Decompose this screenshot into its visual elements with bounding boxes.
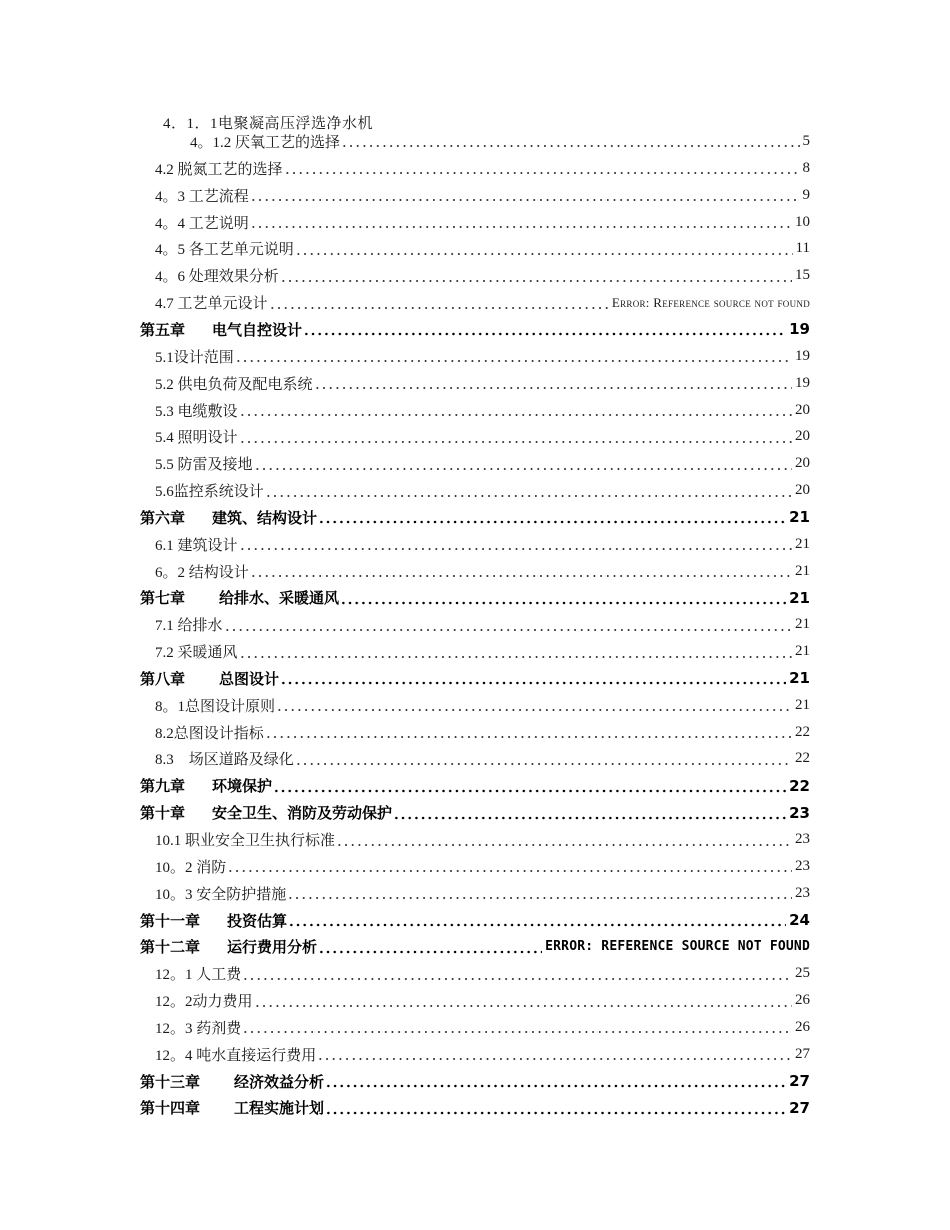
table-of-contents: [140, 155, 810, 1121]
toc-page-number: 26: [795, 1018, 810, 1035]
dot-leader: [318, 514, 786, 524]
toc-entry: [140, 236, 810, 263]
toc-entry: [140, 531, 810, 558]
toc-page-number: 10: [795, 213, 810, 230]
toc-page-number: 27: [789, 1072, 810, 1091]
toc-page-number: 21: [789, 669, 810, 688]
toc-chapter-label: [140, 910, 287, 931]
toc-chapter-entry: [140, 907, 810, 934]
toc-chapter-label: [140, 587, 339, 608]
dot-leader: [235, 353, 792, 363]
toc-page-number: 21: [795, 616, 810, 633]
toc-chapter-label: [140, 319, 302, 340]
dot-leader: [280, 675, 786, 685]
toc-chapter-entry: [140, 316, 810, 343]
toc-chapter-entry: [140, 799, 810, 826]
chapter-title: 建筑、结构设计: [212, 508, 318, 527]
toc-page-number: 23: [795, 884, 810, 901]
toc-page-number: 9: [802, 186, 810, 203]
toc-entry-label: 4.2 脱氮工艺的选择: [155, 161, 283, 178]
dot-leader: [303, 326, 786, 336]
toc-chapter-entry: [140, 1095, 810, 1122]
chapter-title: 电气自控设计: [212, 320, 303, 339]
toc-page-number: 8: [802, 159, 810, 176]
toc-entry: [140, 155, 810, 182]
toc-page-number: 27: [789, 1098, 810, 1117]
toc-page-number: 22: [795, 750, 810, 767]
dot-leader: [265, 488, 792, 498]
toc-page-number: 23: [795, 831, 810, 848]
toc-entry-label: 5.4 照明设计: [155, 430, 238, 447]
toc-entry: [140, 558, 810, 585]
chapter-title: 总图设计: [219, 669, 280, 688]
toc-chapter-entry: [140, 504, 810, 531]
dot-leader: [295, 756, 792, 766]
toc-entry: [140, 450, 810, 477]
toc-page-number: 25: [795, 965, 810, 982]
toc-entry-label: 7.2 采暖通风: [155, 645, 238, 662]
toc-page-number: 21: [795, 562, 810, 579]
chapter-number: 第十四章: [140, 1099, 201, 1118]
dot-leader: [269, 300, 609, 310]
dot-leader: [250, 192, 800, 202]
chapter-number: 第十三章: [140, 1072, 201, 1091]
toc-page-number: 23: [789, 803, 810, 822]
toc-page-number: 27: [795, 1045, 810, 1062]
toc-chapter-label: [140, 1071, 324, 1092]
toc-entry-label: 5.6监控系统设计: [155, 484, 264, 501]
toc-entry: [140, 397, 810, 424]
dot-leader: [287, 890, 792, 900]
chapter-number: 第十一章: [140, 911, 201, 930]
dot-leader: [242, 1024, 792, 1034]
toc-entry: [140, 209, 810, 236]
toc-entry: [140, 960, 810, 987]
dot-leader: [239, 434, 792, 444]
toc-page-number: 22: [789, 776, 810, 795]
toc-entry-label: 8.2总图设计指标: [155, 725, 264, 742]
toc-page-number: 15: [795, 267, 810, 284]
toc-page-number: 23: [795, 857, 810, 874]
toc-entry-label: 10。3 安全防护措施: [155, 886, 287, 903]
toc-entry: [140, 826, 810, 853]
toc-chapter-label: [140, 668, 279, 689]
dot-leader: [227, 863, 792, 873]
toc-page-number: 19: [795, 347, 810, 364]
dot-leader: [325, 1105, 786, 1115]
toc-entry: [140, 343, 810, 370]
dot-leader: [336, 837, 792, 847]
toc-entry-label: 7.1 给排水: [155, 618, 223, 635]
toc-page-number: 21: [789, 588, 810, 607]
toc-entry: [140, 987, 810, 1014]
dot-leader: [265, 729, 792, 739]
toc-page-number: 5: [802, 132, 810, 149]
toc-page-number: 11: [795, 240, 810, 257]
toc-page-number: 20: [795, 428, 810, 445]
dot-leader: [242, 971, 792, 981]
toc-entry-label: 4。6 处理效果分析: [155, 269, 279, 286]
toc-entry-label: 4。4 工艺说明: [155, 215, 249, 232]
toc-chapter-entry: [140, 933, 810, 960]
toc-entry: [140, 611, 810, 638]
toc-entry: [190, 131, 810, 151]
toc-entry-label: 10。2 消防: [155, 859, 227, 876]
toc-entry: [140, 638, 810, 665]
dot-leader: [224, 622, 792, 632]
toc-chapter-entry: [140, 1068, 810, 1095]
toc-page-number: 21: [795, 535, 810, 552]
dot-leader: [340, 595, 786, 605]
toc-entry-label: 8.3 场区道路及绿化: [155, 752, 294, 769]
toc-page-number: 20: [795, 401, 810, 418]
toc-chapter-label: [140, 507, 317, 528]
chapter-number: 第九章: [140, 777, 186, 796]
toc-entry: [140, 853, 810, 880]
chapter-number: 第六章: [140, 508, 186, 527]
toc-entry: [140, 1014, 810, 1041]
toc-page-number: 24: [789, 911, 810, 930]
toc-entry: [140, 182, 810, 209]
chapter-number: 第八章: [140, 669, 186, 688]
toc-entry: [140, 692, 810, 719]
dot-leader: [273, 783, 786, 793]
toc-entry: [140, 289, 810, 316]
toc-entry-label: 5.1设计范围: [155, 349, 234, 366]
toc-entry: [140, 880, 810, 907]
chapter-title: 给排水、采暖通风: [219, 589, 340, 608]
toc-page-error: Error: Reference source not found: [611, 294, 810, 310]
toc-page-number: 20: [795, 455, 810, 472]
dot-leader: [239, 649, 792, 659]
chapter-title: 经济效益分析: [234, 1072, 325, 1091]
toc-page-error: ERROR: REFERENCE SOURCE NOT FOUND: [545, 939, 810, 955]
dot-leader: [250, 219, 792, 229]
chapter-number: 第十章: [140, 804, 186, 823]
toc-page-number: 22: [795, 723, 810, 740]
toc-chapter-entry: [140, 772, 810, 799]
toc-chapter-label: [140, 802, 392, 823]
toc-entry: [140, 1041, 810, 1068]
toc-page-number: 19: [789, 320, 810, 339]
chapter-title: 环境保护: [212, 777, 273, 796]
chapter-number: 第五章: [140, 320, 186, 339]
dot-leader: [250, 568, 792, 578]
dot-leader: [254, 998, 792, 1008]
toc-page-number: 20: [795, 482, 810, 499]
toc-entry-label: 10.1 职业安全卫生执行标准: [155, 833, 336, 850]
dot-leader: [325, 1078, 786, 1088]
dot-leader: [284, 165, 800, 175]
toc-page-number: 19: [795, 374, 810, 391]
dot-leader: [254, 461, 792, 471]
toc-entry-label: 6。2 结构设计: [155, 564, 249, 581]
chapter-title: 投资估算: [227, 911, 288, 930]
dot-leader: [280, 273, 792, 283]
dot-leader: [314, 380, 792, 390]
toc-entry: [140, 746, 810, 773]
toc-chapter-entry: [140, 665, 810, 692]
toc-entry-label: 12。2动力费用: [155, 994, 253, 1011]
toc-entry: [140, 477, 810, 504]
toc-chapter-entry: [140, 585, 810, 612]
toc-entry: [140, 370, 810, 397]
chapter-title: 安全卫生、消防及劳动保护: [212, 804, 393, 823]
toc-chapter-label: [140, 775, 272, 796]
toc-entry-label: 4。5 各工艺单元说明: [155, 242, 294, 259]
toc-entry-label: 5.3 电缆敷设: [155, 403, 238, 420]
toc-entry: [140, 719, 810, 746]
toc-entry: [140, 423, 810, 450]
chapter-title: 运行费用分析: [227, 938, 318, 957]
toc-entry-label: 4。1.2 厌氧工艺的选择: [190, 134, 341, 151]
toc-entry-label: 12。4 吨水直接运行费用: [155, 1047, 317, 1064]
toc-entry-label: 5.2 供电负荷及配电系统: [155, 376, 313, 393]
chapter-number: 第七章: [140, 589, 186, 608]
toc-page-number: 26: [795, 992, 810, 1009]
toc-page-number: 21: [789, 508, 810, 527]
toc-entry-label: 4.7 工艺单元设计: [155, 296, 268, 313]
toc-entry-label: 6.1 建筑设计: [155, 537, 238, 554]
chapter-number: 第十二章: [140, 938, 201, 957]
toc-entry-label: 4。3 工艺流程: [155, 188, 249, 205]
toc-heading-entry: 4．1．1电聚凝高压浮选净水机: [163, 116, 374, 132]
dot-leader: [317, 1051, 792, 1061]
toc-page-number: 21: [795, 643, 810, 660]
toc-entry: [140, 262, 810, 289]
chapter-title: 工程实施计划: [234, 1099, 325, 1118]
dot-leader: [239, 541, 792, 551]
dot-leader: [276, 702, 792, 712]
dot-leader: [393, 810, 786, 820]
toc-entry-label: 5.5 防雷及接地: [155, 457, 253, 474]
dot-leader: [341, 138, 799, 148]
dot-leader: [288, 917, 786, 927]
toc-chapter-label: [140, 1097, 324, 1118]
toc-page-number: 21: [795, 696, 810, 713]
dot-leader: [239, 407, 792, 417]
toc-chapter-label: [140, 936, 317, 957]
toc-entry-label: 12。3 药剂费: [155, 1020, 242, 1037]
dot-leader: [295, 246, 793, 256]
toc-entry-label: 8。1总图设计原则: [155, 698, 276, 715]
dot-leader: [318, 944, 542, 954]
toc-entry-label: 12。1 人工费: [155, 967, 242, 984]
